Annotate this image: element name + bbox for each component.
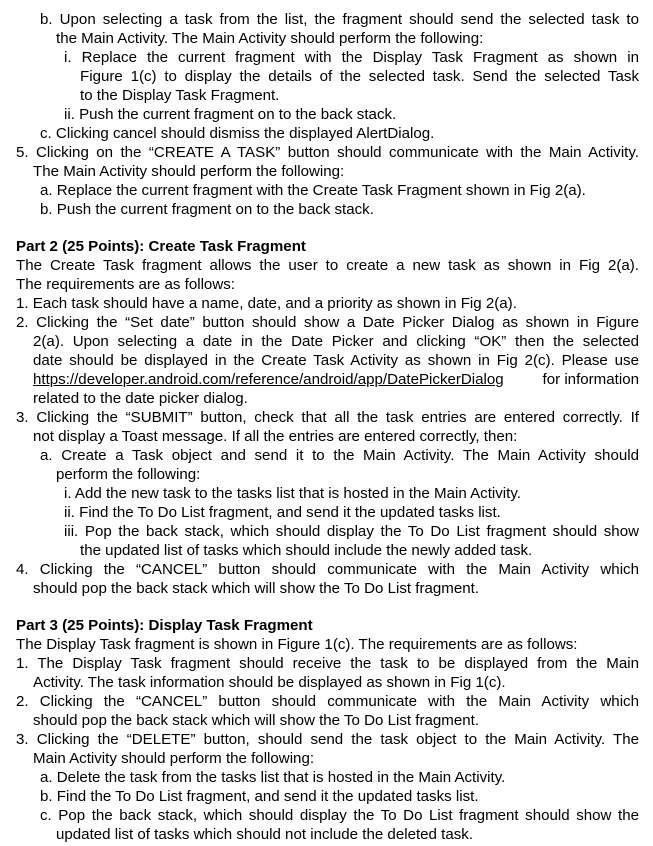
text-line: i. Replace the current fragment with the Display Task Fragment as shown in bbox=[64, 49, 639, 66]
text-line: The Main Activity should perform the following: bbox=[33, 163, 345, 180]
section-heading-part-3: Part 3 (25 Points): Display Task Fragment bbox=[16, 617, 313, 634]
text-line: should pop the back stack which will show the To Do List fragment. bbox=[33, 580, 480, 597]
text-line: 1. Each task should have a name, date, and a priority as shown in Fig 2(a). bbox=[16, 295, 517, 312]
text-line: updated list of tasks which should not include the deleted task. bbox=[56, 826, 474, 843]
text-line: The Display Task fragment is shown in Figure 1(c). The requirements are as follows: bbox=[16, 636, 578, 653]
text-line: a. Delete the task from the tasks list that is hosted in the Main Activity. bbox=[40, 769, 506, 786]
text-line: 1. The Display Task fragment should receive the task to be displayed from the Main bbox=[16, 655, 639, 672]
text-line: ii. Find the To Do List fragment, and send it the updated tasks list. bbox=[64, 504, 501, 521]
text-line: 2. Clicking the “Set date” button should show a Date Picker Dialog as shown in Figure bbox=[16, 314, 639, 331]
text-line: c. Clicking cancel should dismiss the displayed AlertDialog. bbox=[40, 125, 435, 142]
text-line: to the Display Task Fragment. bbox=[80, 87, 280, 104]
text-line: perform the following: bbox=[56, 466, 201, 483]
text-line: 5. Clicking on the “CREATE A TASK” button should communicate with the Main Activity. bbox=[16, 144, 639, 161]
text-line: iii. Pop the back stack, which should display the To Do List fragment should show bbox=[64, 523, 639, 540]
text-line: 3. Clicking the “DELETE” button, should send the task object to the Main Activity. The bbox=[16, 731, 639, 748]
text-line: b. Find the To Do List fragment, and send it the updated tasks list. bbox=[40, 788, 479, 805]
text-line: 2. Clicking the “CANCEL” button should communicate with the Main Activity which bbox=[16, 693, 639, 710]
text-line: date should be displayed in the Create Task Activity as shown in Fig 2(c). Please use bbox=[33, 352, 639, 369]
text-line: the updated list of tasks which should include the newly added task. bbox=[80, 542, 533, 559]
text-line: The requirements are as follows: bbox=[16, 276, 235, 293]
text-line: Main Activity should perform the following: bbox=[33, 750, 315, 767]
text-line: 4. Clicking the “CANCEL” button should communicate with the Main Activity which bbox=[16, 561, 639, 578]
text-line: not display a Toast message. If all the entries are entered correctly, then: bbox=[33, 428, 518, 445]
text-line: i. Add the new task to the tasks list that is hosted in the Main Activity. bbox=[64, 485, 521, 502]
text-line: c. Pop the back stack, which should display the To Do List fragment should show the bbox=[40, 807, 639, 824]
text-line: 3. Clicking the “SUBMIT” button, check that all the task entries are entered correctly. If bbox=[16, 409, 639, 426]
text-line: Activity. The task information should be displayed as shown in Fig 1(c). bbox=[33, 674, 506, 691]
text-line: b. Push the current fragment on to the back stack. bbox=[40, 201, 374, 218]
text-line: 2(a). Upon selecting a date in the Date Picker and clicking “OK” then the selected bbox=[33, 333, 639, 350]
date-picker-dialog-link[interactable]: https://developer.android.com/reference/android/app/DatePickerDialog bbox=[33, 371, 504, 388]
text-line: should pop the back stack which will show the To Do List fragment. bbox=[33, 712, 480, 729]
text-line: The Create Task fragment allows the user to create a new task as shown in Fig 2(a). bbox=[16, 257, 639, 274]
text-line: b. Upon selecting a task from the list, the fragment should send the selected task to bbox=[40, 11, 639, 28]
text-line: a. Replace the current fragment with the Create Task Fragment shown in Fig 2(a). bbox=[40, 182, 586, 199]
text-line: Figure 1(c) to display the details of the selected task. Send the selected Task bbox=[80, 68, 639, 85]
text-span: for information bbox=[542, 371, 639, 388]
text-line: a. Create a Task object and send it to the Main Activity. The Main Activity should bbox=[40, 447, 639, 464]
section-heading-part-2: Part 2 (25 Points): Create Task Fragment bbox=[16, 238, 306, 255]
text-line: ii. Push the current fragment on to the back stack. bbox=[64, 106, 397, 123]
text-line: the Main Activity. The Main Activity should perform the following: bbox=[56, 30, 484, 47]
text-line bbox=[33, 370, 639, 389]
text-line: related to the date picker dialog. bbox=[33, 390, 248, 407]
